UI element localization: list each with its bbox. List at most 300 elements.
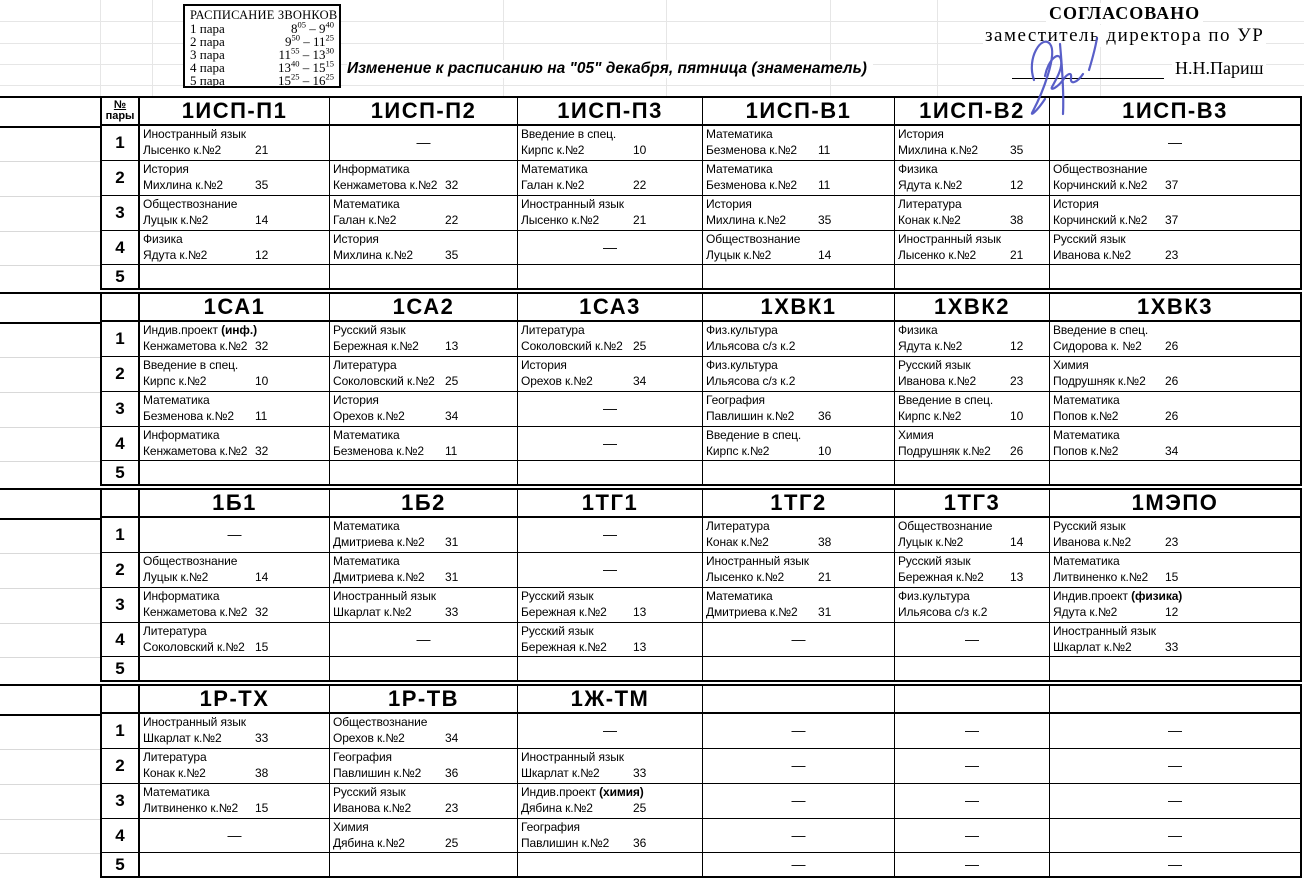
group-header-cell: 1ИСП-П1 — [140, 96, 330, 126]
subject-text: Русский язык — [898, 358, 971, 372]
room-number: 25 — [633, 338, 647, 353]
lesson-detail — [521, 143, 702, 159]
group-header-cell — [895, 684, 1050, 714]
lesson-cell — [330, 518, 518, 553]
lesson-cell — [518, 265, 703, 290]
teacher-text: Лысенко к.№2 — [521, 212, 600, 227]
room-number: 31 — [818, 604, 832, 619]
subject-text: Введение в спец. — [1053, 323, 1149, 337]
lesson-cell — [330, 461, 518, 486]
pair-number-cell: 4 — [100, 623, 140, 657]
lesson-cell — [895, 231, 1050, 265]
margin-line — [0, 784, 100, 785]
teacher-text: Подрушняк к.№2 — [1053, 373, 1146, 388]
lesson-cell — [895, 126, 1050, 161]
teacher-text: Бережная к.№2 — [333, 338, 419, 353]
lesson-cell — [140, 623, 330, 657]
lesson-cell — [330, 714, 518, 749]
group-header-cell: 1ТГ1 — [518, 488, 703, 518]
teacher-text: Иванова к.№2 — [1053, 534, 1132, 549]
group-header-cell: 1ТГ2 — [703, 488, 895, 518]
teacher-text: Орехов к.№2 — [333, 408, 405, 423]
lesson-detail — [1053, 605, 1300, 621]
lesson-cell — [1050, 553, 1302, 588]
margin-line — [0, 588, 100, 589]
group-header-cell: 1Б2 — [330, 488, 518, 518]
pair-number-header-line1: № — [113, 99, 127, 111]
subject-text: История — [143, 162, 189, 176]
lesson-detail — [143, 605, 329, 621]
lesson-detail — [898, 213, 1049, 229]
pair-number-cell: 3 — [100, 784, 140, 819]
lesson-cell — [518, 853, 703, 878]
room-number: 32 — [255, 338, 269, 353]
room-number: 21 — [633, 212, 647, 227]
pair-number-cell: 1 — [100, 126, 140, 161]
grid-vline — [152, 0, 153, 96]
lesson-cell — [703, 623, 895, 657]
room-number: 26 — [1165, 338, 1179, 353]
margin-line — [0, 488, 100, 490]
lesson-cell — [1050, 623, 1302, 657]
teacher-text: Иванова к.№2 — [333, 800, 412, 815]
lesson-cell — [140, 749, 330, 784]
room-number: 23 — [1165, 247, 1179, 262]
lesson-detail — [521, 801, 702, 817]
subject-text: Физика — [898, 323, 938, 337]
teacher-text: Павлишин к.№2 — [706, 408, 795, 423]
lesson-detail — [521, 605, 702, 621]
lesson-cell — [703, 322, 895, 357]
lesson-cell — [1050, 231, 1302, 265]
group-header-cell: 1СА3 — [518, 292, 703, 322]
lesson-detail — [706, 248, 894, 264]
subject-text: Информатика — [143, 428, 220, 442]
teacher-text: Луцык к.№2 — [143, 212, 209, 227]
room-number: 34 — [445, 408, 459, 423]
group-header-cell: 1Б1 — [140, 488, 330, 518]
lesson-detail — [898, 444, 1049, 460]
lesson-detail — [333, 444, 517, 460]
subject-text: Математика — [1053, 428, 1120, 442]
lesson-cell — [1050, 392, 1302, 427]
no-lesson-dash: — — [1168, 792, 1182, 809]
subject-text: Математика — [1053, 554, 1120, 568]
room-number: 37 — [1165, 177, 1179, 192]
teacher-text: Кирпс к.№2 — [143, 373, 207, 388]
lesson-detail — [1053, 248, 1300, 264]
lesson-cell — [330, 853, 518, 878]
bell-pair-time: $13^{40} - 15^{15}$ — [278, 58, 334, 75]
margin-line — [0, 265, 100, 266]
lesson-cell — [703, 357, 895, 392]
teacher-text: Корчинский к.№2 — [1053, 212, 1148, 227]
no-lesson-dash: — — [791, 757, 806, 774]
room-number: 11 — [445, 443, 458, 458]
lesson-cell — [140, 126, 330, 161]
lesson-detail — [333, 766, 517, 782]
page-title: Изменение к расписанию на "05" декабря, пятница (знаменатель) — [347, 60, 873, 78]
subject-text: Обществознание — [898, 519, 993, 533]
lesson-cell — [140, 392, 330, 427]
lesson-detail — [143, 409, 329, 425]
room-number: 31 — [445, 569, 459, 584]
room-number: 13 — [633, 604, 647, 619]
teacher-text: Михлина к.№2 — [898, 142, 978, 157]
lesson-cell — [330, 819, 518, 853]
no-lesson-dash: — — [791, 722, 806, 739]
group-header-cell: 1ИСП-В1 — [703, 96, 895, 126]
room-number: 25 — [445, 835, 459, 850]
schedule-table — [100, 96, 1304, 880]
subject-text: Физ.культура — [898, 589, 970, 603]
bell-pair-label: 2 пара — [190, 34, 225, 49]
group-header-cell: 1МЭПО — [1050, 488, 1302, 518]
group-header-cell — [1050, 684, 1302, 714]
room-number: 15 — [1165, 569, 1179, 584]
grid-vline — [666, 0, 667, 96]
room-number: 21 — [1010, 247, 1024, 262]
subject-text: Русский язык — [521, 624, 594, 638]
pair-number-header — [100, 488, 140, 518]
teacher-text: Конак к.№2 — [143, 765, 206, 780]
lesson-cell — [330, 623, 518, 657]
lesson-cell — [518, 161, 703, 196]
teacher-text: Галан к.№2 — [521, 177, 585, 192]
room-number: 23 — [1010, 373, 1024, 388]
subject-text: Физика — [898, 162, 938, 176]
lesson-cell — [518, 518, 703, 553]
room-number: 33 — [255, 730, 269, 745]
room-number: 12 — [1010, 338, 1024, 353]
teacher-text: Ильясова с/з к.2 — [898, 604, 988, 619]
no-lesson-dash: — — [965, 630, 979, 647]
group-header-cell: 1ХВК2 — [895, 292, 1050, 322]
no-lesson-dash: — — [791, 826, 806, 843]
pair-number-cell: 1 — [100, 322, 140, 357]
no-lesson-dash: — — [603, 434, 617, 451]
bell-pair-time: $11^{55} - 13^{30}$ — [278, 45, 334, 62]
lesson-cell — [330, 265, 518, 290]
pair-number-cell: 2 — [100, 749, 140, 784]
subject-text: История — [706, 197, 752, 211]
subject-text: Иностранный язык — [143, 127, 246, 141]
lesson-detail — [1053, 213, 1300, 229]
approval-label: СОГЛАСОВАНО — [1046, 3, 1203, 24]
lesson-cell — [1050, 461, 1302, 486]
no-lesson-dash: — — [965, 757, 979, 774]
subject-text: Математика — [333, 428, 400, 442]
subject-text: Информатика — [143, 589, 220, 603]
teacher-text: Михлина к.№2 — [706, 212, 786, 227]
no-lesson-dash: — — [1168, 134, 1182, 151]
lesson-cell — [140, 588, 330, 623]
subject-text: Иностранный язык — [333, 589, 436, 603]
lesson-detail — [898, 605, 1049, 621]
teacher-text: Павлишин к.№2 — [521, 835, 610, 850]
pair-number-cell: 5 — [100, 853, 140, 878]
room-number: 31 — [445, 534, 459, 549]
room-number: 10 — [818, 443, 832, 458]
grid-vline — [830, 0, 831, 96]
lesson-detail — [521, 374, 702, 390]
subject-text: Химия — [333, 820, 369, 834]
teacher-text: Ядута к.№2 — [898, 177, 963, 192]
room-number: 35 — [445, 247, 459, 262]
lesson-cell — [140, 784, 330, 819]
no-lesson-dash: — — [227, 826, 242, 843]
teacher-text: Кирпс к.№2 — [521, 142, 585, 157]
teacher-text: Ядута к.№2 — [898, 338, 963, 353]
teacher-text: Дмитриева к.№2 — [706, 604, 798, 619]
subject-text: Обществознание — [143, 197, 238, 211]
lesson-detail — [1053, 339, 1300, 355]
teacher-text: Лысенко к.№2 — [706, 569, 785, 584]
subject-bold-note: (инф.) — [221, 323, 257, 337]
no-lesson-dash: — — [791, 855, 806, 872]
teacher-text: Луцык к.№2 — [143, 569, 209, 584]
lesson-cell — [895, 161, 1050, 196]
lesson-cell — [140, 196, 330, 231]
subject-text: Русский язык — [521, 589, 594, 603]
lesson-cell — [895, 322, 1050, 357]
lesson-detail — [333, 178, 517, 194]
lesson-cell — [895, 623, 1050, 657]
signature-line — [1012, 62, 1164, 79]
lesson-cell — [703, 819, 895, 853]
lesson-cell — [895, 819, 1050, 853]
subject-text: Обществознание — [333, 715, 428, 729]
room-number: 10 — [255, 373, 269, 388]
subject-text: Физ.культура — [706, 358, 778, 372]
lesson-detail — [521, 213, 702, 229]
teacher-text: Соколовский к.№2 — [333, 373, 435, 388]
subject-text: Иностранный язык — [521, 197, 624, 211]
teacher-text: Бережная к.№2 — [521, 604, 607, 619]
bell-pair-label: 5 пара — [190, 73, 225, 88]
room-number: 12 — [1165, 604, 1179, 619]
lesson-detail — [333, 570, 517, 586]
pair-number-cell: 3 — [100, 196, 140, 231]
lesson-cell — [703, 161, 895, 196]
lesson-detail — [143, 766, 329, 782]
lesson-cell — [330, 161, 518, 196]
room-number: 11 — [818, 142, 831, 157]
lesson-cell — [1050, 714, 1302, 749]
teacher-text: Подрушняк к.№2 — [898, 443, 991, 458]
subject-text: Обществознание — [706, 232, 801, 246]
subject-text: История — [898, 127, 944, 141]
grid-vline — [503, 0, 504, 96]
subject-text: Математика — [706, 127, 773, 141]
room-number: 26 — [1165, 373, 1179, 388]
room-number: 13 — [1010, 569, 1024, 584]
lesson-detail — [1053, 374, 1300, 390]
lesson-detail — [333, 836, 517, 852]
teacher-text: Орехов к.№2 — [521, 373, 593, 388]
lesson-cell — [895, 749, 1050, 784]
lesson-cell — [895, 196, 1050, 231]
schedule-block — [100, 488, 1302, 682]
subject-text: Русский язык — [898, 554, 971, 568]
teacher-text: Соколовский к.№2 — [521, 338, 623, 353]
lesson-detail — [521, 766, 702, 782]
room-number: 14 — [818, 247, 832, 262]
lesson-detail — [333, 339, 517, 355]
subject-text: Индив.проект (физика) — [1053, 589, 1183, 603]
group-header-cell: 1ИСП-П2 — [330, 96, 518, 126]
margin-line — [0, 427, 100, 428]
teacher-text: Павлишин к.№2 — [333, 765, 422, 780]
subject-text: Математика — [143, 785, 210, 799]
bell-schedule-box — [183, 4, 341, 88]
teacher-text: Иванова к.№2 — [1053, 247, 1132, 262]
lesson-cell — [518, 657, 703, 682]
margin-line — [0, 96, 100, 98]
lesson-cell — [330, 427, 518, 461]
lesson-cell — [1050, 196, 1302, 231]
teacher-text: Дмитриева к.№2 — [333, 569, 425, 584]
subject-text: Введение в спец. — [898, 393, 994, 407]
teacher-text: Иванова к.№2 — [898, 373, 977, 388]
schedule-block — [100, 96, 1302, 290]
teacher-text: Безменова к.№2 — [143, 408, 234, 423]
lesson-detail — [143, 213, 329, 229]
teacher-text: Корчинский к.№2 — [1053, 177, 1148, 192]
subject-text: Иностранный язык — [706, 554, 809, 568]
room-number: 26 — [1165, 408, 1179, 423]
teacher-text: Кенжаметова к.№2 — [333, 177, 438, 192]
margin-line — [0, 292, 100, 294]
lesson-cell — [518, 196, 703, 231]
lesson-cell — [330, 553, 518, 588]
lesson-detail — [706, 570, 894, 586]
room-number: 11 — [818, 177, 831, 192]
teacher-text: Бережная к.№2 — [521, 639, 607, 654]
lesson-detail — [333, 248, 517, 264]
group-header-cell: 1ТГ3 — [895, 488, 1050, 518]
room-number: 38 — [818, 534, 832, 549]
teacher-text: Луцык к.№2 — [898, 534, 964, 549]
lesson-detail — [706, 374, 894, 390]
lesson-detail — [143, 143, 329, 159]
room-number: 25 — [633, 800, 647, 815]
lesson-cell — [518, 819, 703, 853]
room-number: 15 — [255, 800, 269, 815]
room-number: 11 — [255, 408, 268, 423]
lesson-cell — [140, 357, 330, 392]
no-lesson-dash: — — [603, 238, 617, 255]
lesson-detail — [521, 640, 702, 656]
teacher-text: Луцык к.№2 — [706, 247, 772, 262]
margin-line — [0, 749, 100, 750]
pair-number-cell: 4 — [100, 427, 140, 461]
subject-text: Литература — [143, 624, 207, 638]
teacher-text: Литвиненко к.№2 — [1053, 569, 1149, 584]
lesson-detail — [706, 605, 894, 621]
room-number: 34 — [445, 730, 459, 745]
lesson-detail — [333, 801, 517, 817]
room-number: 35 — [818, 212, 832, 227]
lesson-detail — [706, 143, 894, 159]
lesson-cell — [330, 196, 518, 231]
pair-number-cell: 5 — [100, 461, 140, 486]
lesson-detail — [706, 444, 894, 460]
lesson-cell — [1050, 265, 1302, 290]
lesson-cell — [895, 657, 1050, 682]
lesson-cell — [140, 231, 330, 265]
group-header-cell: 1Ж-ТМ — [518, 684, 703, 714]
no-lesson-dash: — — [1168, 855, 1182, 872]
lesson-detail — [706, 178, 894, 194]
group-header-cell: 1ИСП-В3 — [1050, 96, 1302, 126]
lesson-detail — [521, 836, 702, 852]
room-number: 36 — [633, 835, 647, 850]
lesson-cell — [330, 749, 518, 784]
room-number: 35 — [1010, 142, 1024, 157]
lesson-cell — [518, 126, 703, 161]
margin-line — [0, 518, 100, 520]
lesson-cell — [703, 461, 895, 486]
subject-text: Иностранный язык — [143, 715, 246, 729]
teacher-text: Дябина к.№2 — [521, 800, 593, 815]
margin-line — [0, 126, 100, 128]
lesson-cell — [1050, 126, 1302, 161]
no-lesson-dash: — — [1168, 722, 1182, 739]
lesson-cell — [1050, 427, 1302, 461]
approval-position: заместитель директора по УР — [985, 25, 1265, 46]
lesson-detail — [333, 731, 517, 747]
lesson-cell — [518, 714, 703, 749]
no-lesson-dash: — — [227, 526, 242, 543]
subject-text: Литература — [143, 750, 207, 764]
no-lesson-dash: — — [603, 400, 617, 417]
subject-text: Русский язык — [1053, 519, 1126, 533]
lesson-cell — [895, 588, 1050, 623]
teacher-text: Попов к.№2 — [1053, 408, 1119, 423]
no-lesson-dash: — — [603, 722, 617, 739]
lesson-detail — [1053, 640, 1300, 656]
subject-text: Химия — [898, 428, 934, 442]
group-header-cell: 1СА1 — [140, 292, 330, 322]
pair-number-cell: 3 — [100, 392, 140, 427]
lesson-cell — [518, 427, 703, 461]
lesson-cell — [140, 819, 330, 853]
no-lesson-dash: — — [965, 855, 979, 872]
room-number: 22 — [445, 212, 459, 227]
lesson-cell — [518, 322, 703, 357]
lesson-cell — [1050, 749, 1302, 784]
teacher-text: Ядута к.№2 — [143, 247, 208, 262]
lesson-detail — [898, 178, 1049, 194]
room-number: 32 — [255, 604, 269, 619]
room-number: 34 — [1165, 443, 1179, 458]
margin-line — [0, 853, 100, 854]
subject-text: История — [333, 232, 379, 246]
subject-text: Математика — [1053, 393, 1120, 407]
teacher-text: Шкарлат к.№2 — [1053, 639, 1132, 654]
lesson-cell — [330, 231, 518, 265]
lesson-detail — [143, 178, 329, 194]
room-number: 12 — [255, 247, 269, 262]
schedule-block — [100, 684, 1302, 878]
margin-line — [0, 684, 100, 686]
bell-pair-label: 3 пара — [190, 47, 225, 62]
room-number: 38 — [255, 765, 269, 780]
lesson-detail — [706, 409, 894, 425]
room-number: 14 — [255, 212, 269, 227]
group-header-cell: 1Р-ТХ — [140, 684, 330, 714]
